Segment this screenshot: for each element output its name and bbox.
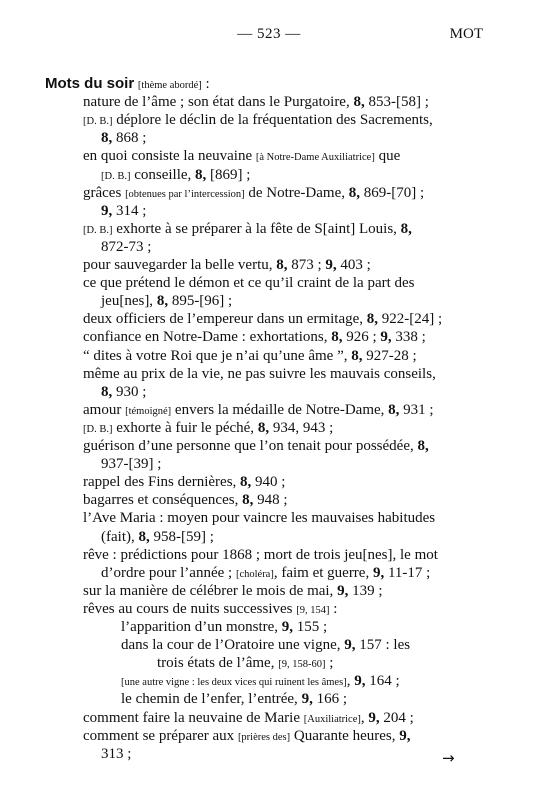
line-text: d’ordre pour l’année ;: [101, 564, 236, 581]
line-text: 403 ;: [336, 257, 371, 273]
index-line: [121, 636, 410, 654]
index-line: [83, 582, 382, 600]
editorial-note: [D. B.]: [101, 170, 131, 182]
line-text: 869-[70] ;: [359, 184, 425, 201]
line-text: 11-17 ;: [384, 564, 431, 581]
line-text: ,: [346, 673, 355, 690]
running-title: MOT: [449, 26, 483, 42]
editorial-note: [D. B.]: [83, 423, 113, 435]
volume-number: 8,: [242, 492, 254, 509]
editorial-note: [une autre vigne : les deux vices qui ruinent les âmes]: [121, 677, 347, 689]
line-text: de Notre-Dame,: [244, 184, 349, 201]
line-text: ,: [360, 709, 369, 726]
continuation-arrow-icon: →: [442, 749, 455, 767]
line-text: 873 ;: [287, 257, 326, 273]
line-text: 853-[58] ;: [364, 94, 429, 111]
line-text: 930 ;: [112, 383, 147, 400]
line-text: en quoi consiste la neuvaine: [83, 148, 256, 165]
index-line: [157, 654, 333, 674]
index-line: [83, 473, 285, 491]
line-text: comment faire la neuvaine de Marie: [83, 709, 304, 726]
line-text: 872-73 ;: [101, 238, 152, 255]
index-line: [101, 528, 214, 546]
line-text: , faim et guerre,: [273, 564, 373, 581]
line-text: ce que prétend le démon et ce qu’il craint de la part des: [83, 275, 415, 292]
volume-number: 8,: [388, 401, 400, 418]
index-line: [101, 455, 161, 473]
index-line: [83, 220, 412, 240]
editorial-note: [D. B.]: [83, 224, 113, 236]
index-line: [83, 546, 438, 564]
line-text: rappel des Fins dernières,: [83, 474, 241, 491]
editorial-note: [témoigné]: [125, 405, 172, 417]
index-line: [83, 709, 414, 729]
index-line: [121, 618, 327, 636]
editorial-note: [Auxiliatrice]: [303, 713, 361, 725]
editorial-note: [9, 158-60]: [278, 659, 326, 671]
line-text: 204 ;: [379, 709, 414, 726]
line-text: ;: [325, 655, 334, 672]
line-text: rêves au cours de nuits successives: [83, 600, 297, 617]
volume-number: 9,: [372, 564, 385, 581]
index-line: [121, 690, 347, 708]
line-text: [869] ;: [206, 166, 251, 183]
line-text: amour: [83, 401, 126, 418]
line-text: bagarres et conséquences,: [83, 492, 243, 509]
entry-term: Mots du soir: [45, 75, 135, 92]
line-text: pour sauvegarder la belle vertu,: [83, 257, 277, 273]
index-line: [83, 437, 429, 455]
volume-number: 8,: [101, 130, 113, 147]
line-text: 931 ;: [399, 401, 434, 418]
index-line: [101, 292, 232, 310]
volume-number: 9,: [344, 637, 356, 654]
line-text: 934, 943 ;: [269, 419, 334, 436]
index-line: [121, 672, 400, 692]
volume-number: 8,: [138, 528, 150, 545]
line-text: même au prix de la vie, ne pas suivre les mauvais conseils,: [83, 365, 436, 382]
index-line: [83, 111, 433, 131]
line-text: 155 ;: [293, 619, 328, 635]
index-line: [83, 184, 424, 204]
entry-heading: [45, 75, 210, 95]
volume-number: 9,: [101, 202, 113, 219]
editorial-note: [obtenues par l’intercession]: [125, 188, 245, 200]
volume-number: 9,: [368, 709, 380, 726]
volume-number: 9,: [325, 257, 337, 273]
line-text: dans la cour de l’Oratoire une vigne,: [121, 637, 345, 654]
index-line: [83, 274, 415, 292]
line-text: 868 ;: [112, 130, 147, 147]
line-text: l’Ave Maria : moyen pour vaincre les mauvaises habitudes: [83, 510, 436, 527]
line-text: que: [374, 148, 401, 165]
index-line: [83, 401, 434, 421]
index-line: [83, 509, 435, 527]
line-text: :: [329, 600, 338, 617]
line-text: 895-[96] ;: [168, 293, 233, 310]
index-line: [83, 419, 333, 439]
line-text: déplore le déclin de la fréquentation des Sacrements,: [112, 112, 433, 129]
line-text: guérison d’une personne que l’on tenait pour possédée,: [83, 438, 418, 454]
index-line: [83, 727, 411, 747]
editorial-note: [choléra]: [235, 568, 274, 580]
index-line: [83, 93, 429, 111]
line-text: 164 ;: [365, 673, 400, 690]
index-line: [101, 202, 146, 220]
volume-number: 9,: [354, 673, 366, 690]
volume-number: 9,: [380, 329, 392, 346]
index-line: [101, 238, 151, 256]
line-text: envers la médaille de Notre-Dame,: [171, 401, 389, 418]
index-line: [101, 745, 131, 763]
volume-number: 8,: [276, 257, 288, 273]
line-text: 926 ;: [342, 329, 381, 346]
line-text: Quarante heures,: [290, 727, 400, 744]
index-line: [101, 383, 146, 401]
editorial-note: [à Notre-Dame Auxiliatrice]: [255, 152, 375, 164]
line-text: rêve : prédictions pour 1868 ; mort de trois jeu[nes], le mot: [83, 546, 438, 563]
index-line: [101, 166, 250, 186]
line-text: comment se préparer aux: [83, 727, 238, 744]
line-text: l’apparition d’un monstre,: [121, 619, 282, 635]
index-line: [83, 365, 436, 383]
index-line: [83, 147, 400, 167]
index-line: [83, 256, 371, 274]
line-text: 157 : les: [355, 637, 411, 654]
line-text: (fait),: [101, 528, 139, 545]
index-line: [101, 129, 146, 147]
volume-number: 8,: [195, 166, 207, 183]
line-text: grâces: [83, 184, 126, 201]
line-text: 937-[39] ;: [101, 456, 162, 473]
index-line: [83, 491, 288, 509]
line-text: 958-[59] ;: [149, 528, 214, 545]
line-text: trois états de l’âme,: [157, 655, 279, 672]
volume-number: 8,: [101, 383, 113, 400]
line-text: “ dites à votre Roi que je n’ai qu’une âme ”,: [83, 347, 352, 364]
index-line: [83, 600, 337, 620]
line-text: jeu[nes],: [101, 293, 157, 310]
volume-number: 8,: [351, 347, 363, 364]
volume-number: 8,: [417, 438, 429, 454]
line-text: 940 ;: [251, 474, 286, 491]
line-text: 922-[24] ;: [378, 311, 443, 328]
volume-number: 8,: [348, 184, 360, 201]
entry-note: [thème abordé]: [137, 80, 202, 91]
editorial-note: [9, 154]: [296, 604, 330, 616]
volume-number: 8,: [353, 94, 365, 111]
entry-colon: :: [201, 76, 210, 92]
index-line: [83, 328, 426, 346]
editorial-note: [D. B.]: [83, 116, 113, 128]
index-line: [83, 310, 442, 328]
volume-number: 8,: [400, 220, 412, 237]
line-text: exhorte à fuir le péché,: [112, 419, 258, 436]
index-line: [83, 347, 417, 365]
line-text: confiance en Notre-Dame : exhortations,: [83, 329, 332, 346]
line-text: 313 ;: [101, 745, 132, 762]
line-text: nature de l’âme ; son état dans le Purgatoire,: [83, 94, 354, 111]
line-text: 166 ;: [312, 691, 347, 708]
page-number: — 523 —: [237, 26, 301, 42]
line-text: 927-28 ;: [362, 347, 417, 364]
volume-number: 8,: [331, 329, 343, 346]
line-text: exhorte à se préparer à la fête de S[aint] Louis,: [112, 220, 401, 237]
line-text: conseille,: [130, 166, 196, 183]
volume-number: 9,: [281, 619, 294, 635]
volume-number: 8,: [366, 311, 379, 328]
line-text: deux officiers de l’empereur dans un ermitage,: [83, 311, 367, 328]
index-line: [101, 564, 430, 584]
line-text: sur la manière de célébrer le mois de mai,: [83, 582, 338, 599]
volume-number: 9,: [301, 691, 313, 708]
volume-number: 9,: [337, 582, 349, 599]
line-text: 338 ;: [391, 329, 426, 346]
volume-number: 8,: [257, 419, 270, 436]
volume-number: 8,: [156, 293, 169, 310]
volume-number: 9,: [399, 727, 411, 744]
line-text: 139 ;: [348, 582, 383, 599]
volume-number: 8,: [240, 474, 252, 491]
line-text: le chemin de l’enfer, l’entrée,: [121, 691, 302, 708]
line-text: 314 ;: [112, 202, 147, 219]
editorial-note: [prières des]: [237, 731, 291, 743]
line-text: 948 ;: [253, 492, 288, 509]
